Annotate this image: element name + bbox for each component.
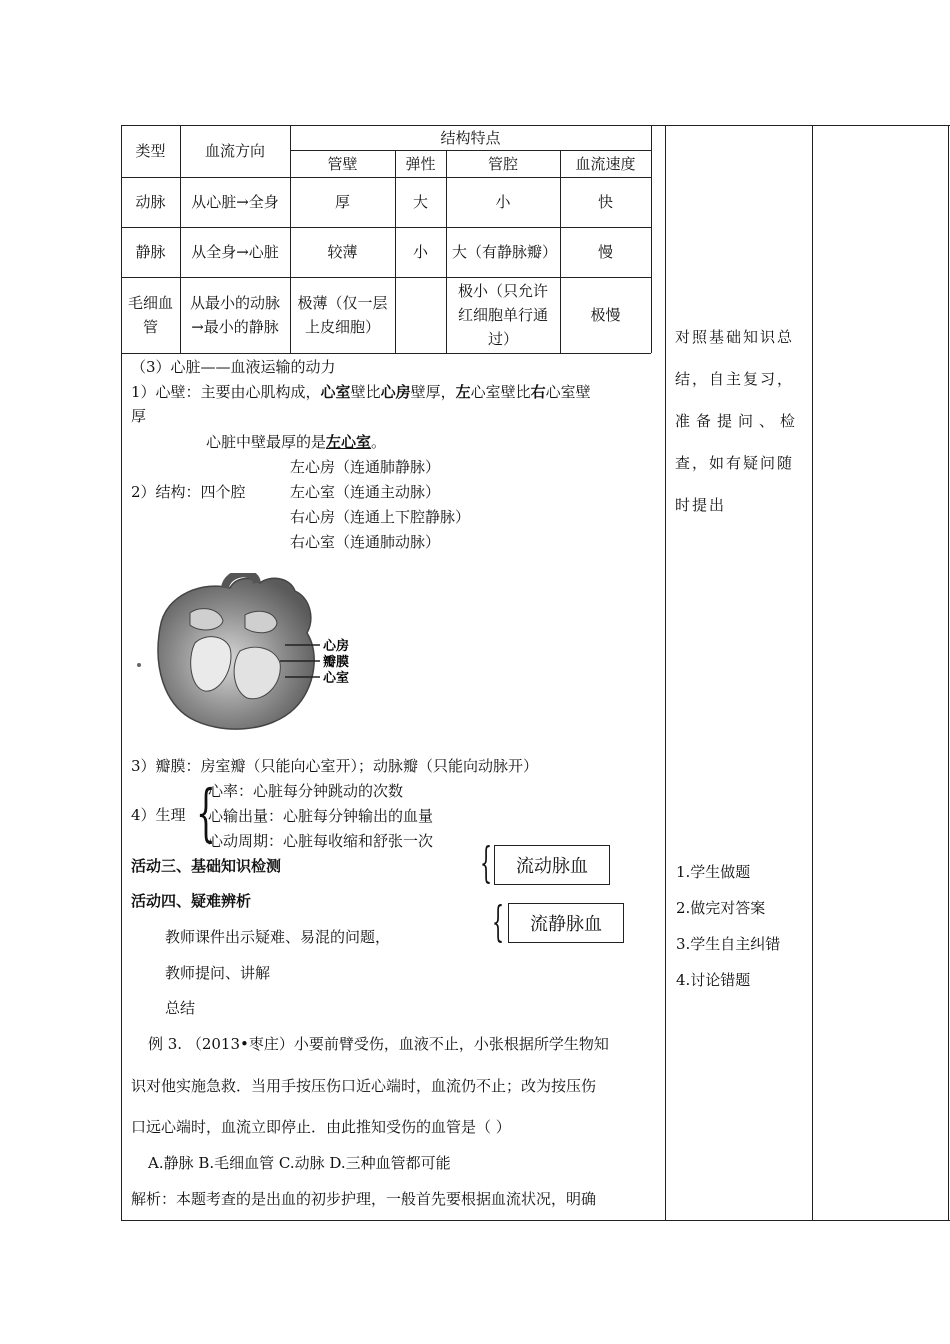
heart-section-title: （3）心脏——血液运输的动力: [131, 358, 336, 376]
physiology-cardiac-cycle: 心动周期：心脏每收缩和舒张一次: [208, 832, 434, 850]
header-structure: 结构特点: [440, 128, 501, 147]
side-line-4: 查，如有疑问随: [675, 454, 795, 472]
header-type: 类型: [135, 142, 166, 160]
thickest-wall-line: 心脏中壁最厚的是左心室。: [206, 433, 387, 451]
header-speed: 血流速度: [575, 154, 636, 173]
row-vein-direction: 从全身→心脏: [191, 243, 279, 261]
diagram-label-ventricle: 心室: [323, 671, 350, 686]
arterial-blood-box: 流动脉血: [494, 845, 610, 885]
physiology-heart-rate: 心率：心脏每分钟跳动的次数: [208, 782, 404, 800]
row-vein-speed: 慢: [597, 243, 613, 261]
row-artery-wall: 厚: [334, 193, 350, 211]
side-step-2: 2.做完对答案: [676, 899, 766, 917]
activity-four-heading: 活动四、疑难辨析: [131, 892, 252, 910]
row-vein-elasticity: 小: [412, 243, 428, 261]
side-line-2: 结，自主复习，: [675, 370, 795, 388]
outer-right-border: [948, 125, 949, 1221]
row-vein-wall: 较薄: [327, 243, 358, 261]
row-artery-speed: 快: [597, 193, 613, 211]
side-step-3: 3.学生自主纠错: [676, 935, 781, 953]
header-lumen: 管腔: [487, 154, 518, 173]
chamber-right-atrium: 右心房（连通上下腔静脉）: [290, 508, 471, 526]
example-options: A.静脉 B.毛细血管 C.动脉 D.三种血管都可能: [148, 1154, 451, 1172]
heart-wall-line-cont: 厚: [131, 407, 147, 425]
row-artery-type: 动脉: [135, 193, 166, 211]
side-line-5: 时提出: [675, 496, 727, 514]
row-capillary-speed: 极慢: [590, 306, 621, 324]
example-line-2: 识对他实施急救．当用手按压伤口近心端时，血流仍不止；改为按压伤: [131, 1077, 597, 1095]
box1-brace: {: [480, 838, 493, 887]
side-line-1: 对照基础知识总: [675, 328, 795, 346]
row-artery-direction: 从心脏→全身: [191, 193, 279, 211]
activity-three-heading: 活动三、基础知识检测: [131, 857, 282, 875]
header-elasticity: 弹性: [405, 154, 436, 173]
side-instructions: [675, 316, 807, 526]
column-divider-1: [665, 125, 666, 1221]
physiology-brace: {: [196, 776, 216, 849]
heart-wall-line: 1）心壁：主要由心肌构成，心室壁比心房壁厚，左心室壁比右心室壁: [131, 383, 591, 401]
diagram-label-atrium: 心房: [323, 639, 350, 654]
side-step-1: 1.学生做题: [676, 863, 751, 881]
box2-brace: {: [492, 897, 505, 946]
table-bottom-border: [121, 1220, 950, 1221]
teacher-line-3: 总结: [165, 999, 196, 1017]
header-wall: 管壁: [327, 154, 358, 173]
row-artery-lumen: 小: [495, 193, 511, 211]
structure-label: 2）结构：四个腔: [131, 483, 246, 501]
row-capillary-wall: 极薄（仅一层上皮细胞）: [297, 294, 388, 336]
heart-illustration: [135, 573, 365, 738]
outer-left-border: [121, 125, 122, 1221]
physiology-label: 4）生理: [131, 806, 186, 824]
teacher-line-1: 教师课件出示疑难、易混的问题，: [165, 928, 391, 946]
example-line-3: 口远心端时，血流立即停止．由此推知受伤的血管是（ ）: [131, 1118, 511, 1136]
row-vein-lumen: 大（有静脉瓣）: [452, 243, 558, 261]
chamber-right-ventricle: 右心室（连通肺动脉）: [290, 533, 441, 551]
row-capillary-elasticity: [395, 277, 446, 353]
example-analysis: 解析：本题考查的是出血的初步护理，一般首先要根据血流状况，明确: [131, 1190, 597, 1208]
header-direction: 血流方向: [204, 142, 265, 160]
row-capillary-direction: 从最小的动脉→最小的静脉: [189, 294, 280, 336]
row-artery-elasticity: 大: [412, 193, 428, 211]
side-line-3: 准备提问、检: [675, 412, 802, 430]
valves-line: 3）瓣膜：房室瓣（只能向心室开）；动脉瓣（只能向动脉开）: [131, 757, 539, 775]
chamber-left-ventricle: 左心室（连通主动脉）: [290, 483, 441, 501]
side-step-4: 4.讨论错题: [676, 971, 751, 989]
row-vein-type: 静脉: [135, 243, 166, 261]
venous-blood-box: 流静脉血: [508, 903, 624, 943]
physiology-cardiac-output: 心输出量：心脏每分钟输出的血量: [208, 807, 434, 825]
teacher-line-2: 教师提问、讲解: [165, 964, 271, 982]
row-capillary-type: 毛细血管: [127, 294, 173, 336]
diagram-label-valve: 瓣膜: [323, 655, 350, 670]
heart-diagram: [135, 573, 365, 738]
column-divider-2: [812, 125, 813, 1221]
example-line-1: 例 3. （2013•枣庄）小要前臂受伤，血液不止，小张根据所学生物知: [148, 1035, 609, 1053]
row-capillary-lumen: 极小（只允许红细胞单行通过）: [457, 282, 548, 348]
chamber-left-atrium: 左心房（连通肺静脉）: [290, 458, 441, 476]
